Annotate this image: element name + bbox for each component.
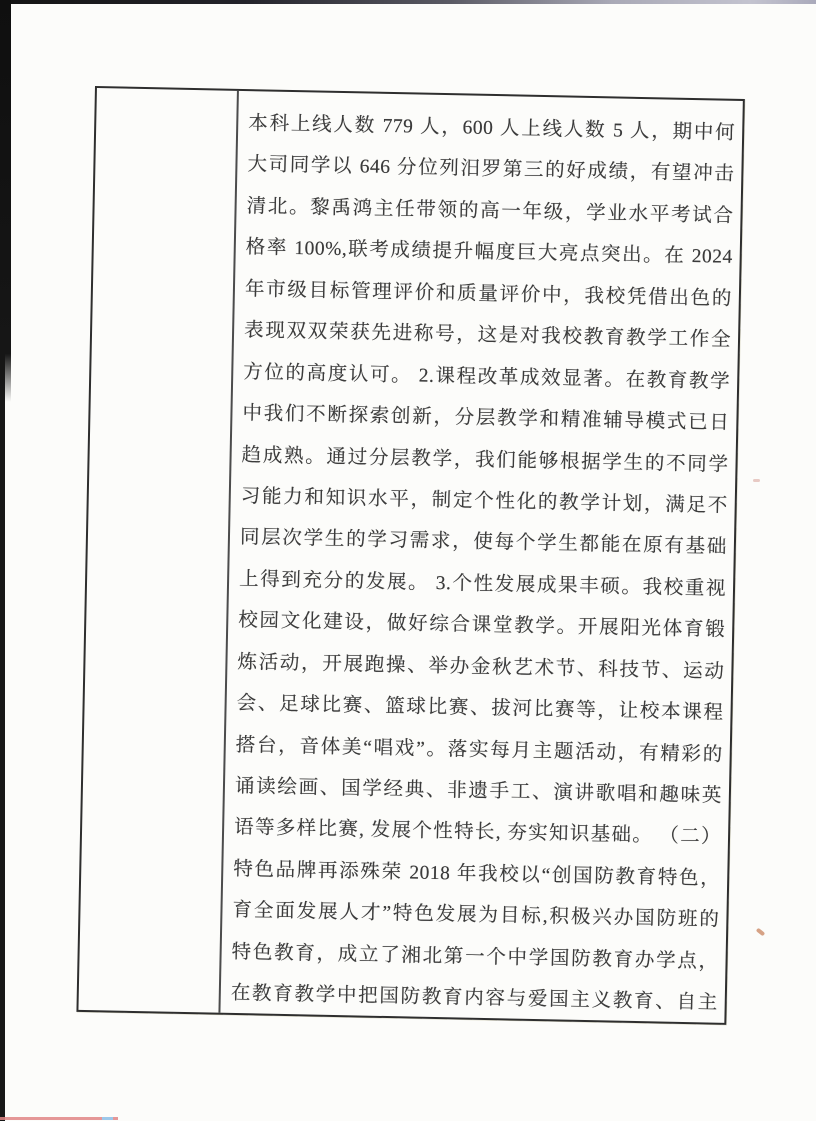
text-line: 趋成熟。通过分层教学，我们能够根据学生的不同学 <box>241 444 729 476</box>
text-line: 特色品牌再添殊荣 2018 年我校以“创国防教育特色， <box>233 858 721 890</box>
text-line: 特色教育，成立了湘北第一个中学国防教育办学点， <box>231 941 719 973</box>
text-line: 炼活动，开展跑操、举办金秋艺术节、科技节、运动 <box>237 651 725 683</box>
text-line: 同层次学生的学习需求，使每个学生都能在原有基础 <box>239 527 728 559</box>
text-line: 上得到充分的发展。 3.个性发展成果丰硕。我校重视 <box>238 568 727 600</box>
scan-edge-artifact-left-wide <box>0 0 11 402</box>
text-line: 本科上线人数 779 人，600 人上线人数 5 人，期中何 <box>248 113 736 144</box>
text-line: 表现双双荣获先进称号，这是对我校教育教学工作全 <box>243 320 732 352</box>
table-content-cell <box>220 91 742 1023</box>
text-line: 语等多样比赛, 发展个性特长, 夯实知识基础。 （二） <box>233 817 722 849</box>
text-line: 习能力和知识水平，制定个性化的教学计划，满足不 <box>240 485 728 517</box>
scan-edge-artifact-top <box>0 0 816 4</box>
table-left-empty-cell <box>78 88 238 1013</box>
text-line: 诵读绘画、国学经典、非遗手工、演讲歌唱和趣味英 <box>234 775 723 807</box>
document-table <box>76 86 744 1025</box>
text-line: 中我们不断探索创新，分层教学和精准辅导模式已日 <box>242 403 730 434</box>
text-line: 方位的高度认可。 2.课程改革成效显著。在教育教学 <box>243 361 731 393</box>
text-line: 会、足球比赛、篮球比赛、拔河比赛等，让校本课程 <box>236 693 724 724</box>
scan-speck-right-upper <box>753 479 760 482</box>
text-line: 在教育教学中把国防教育内容与爱国主义教育、自主 <box>230 983 718 1014</box>
text-line: 大司同学以 646 分位列汨罗第三的好成绩，有望冲击 <box>247 154 735 186</box>
scan-speck-right-middle <box>756 928 766 937</box>
text-line: 校园文化建设，做好综合课堂教学。开展阳光体育锻 <box>238 610 726 642</box>
text-line: 格率 100%,联考成绩提升幅度巨大亮点突出。在 2024 <box>245 237 733 269</box>
scan-mark-bottom-blue-dash <box>102 1117 113 1120</box>
text-line: 清北。黎禹鸿主任带领的高一年级，学业水平考试合 <box>246 195 734 227</box>
text-line: 年市级目标管理评价和质量评价中，我校凭借出色的 <box>244 278 733 310</box>
text-line: 育全面发展人才”特色发展为目标,积极兴办国防班的 <box>232 900 720 932</box>
text-line: 搭台，音体美“唱戏”。落实每月主题活动，有精彩的 <box>235 734 723 766</box>
scan-mark-bottom-red-line <box>0 1117 118 1120</box>
